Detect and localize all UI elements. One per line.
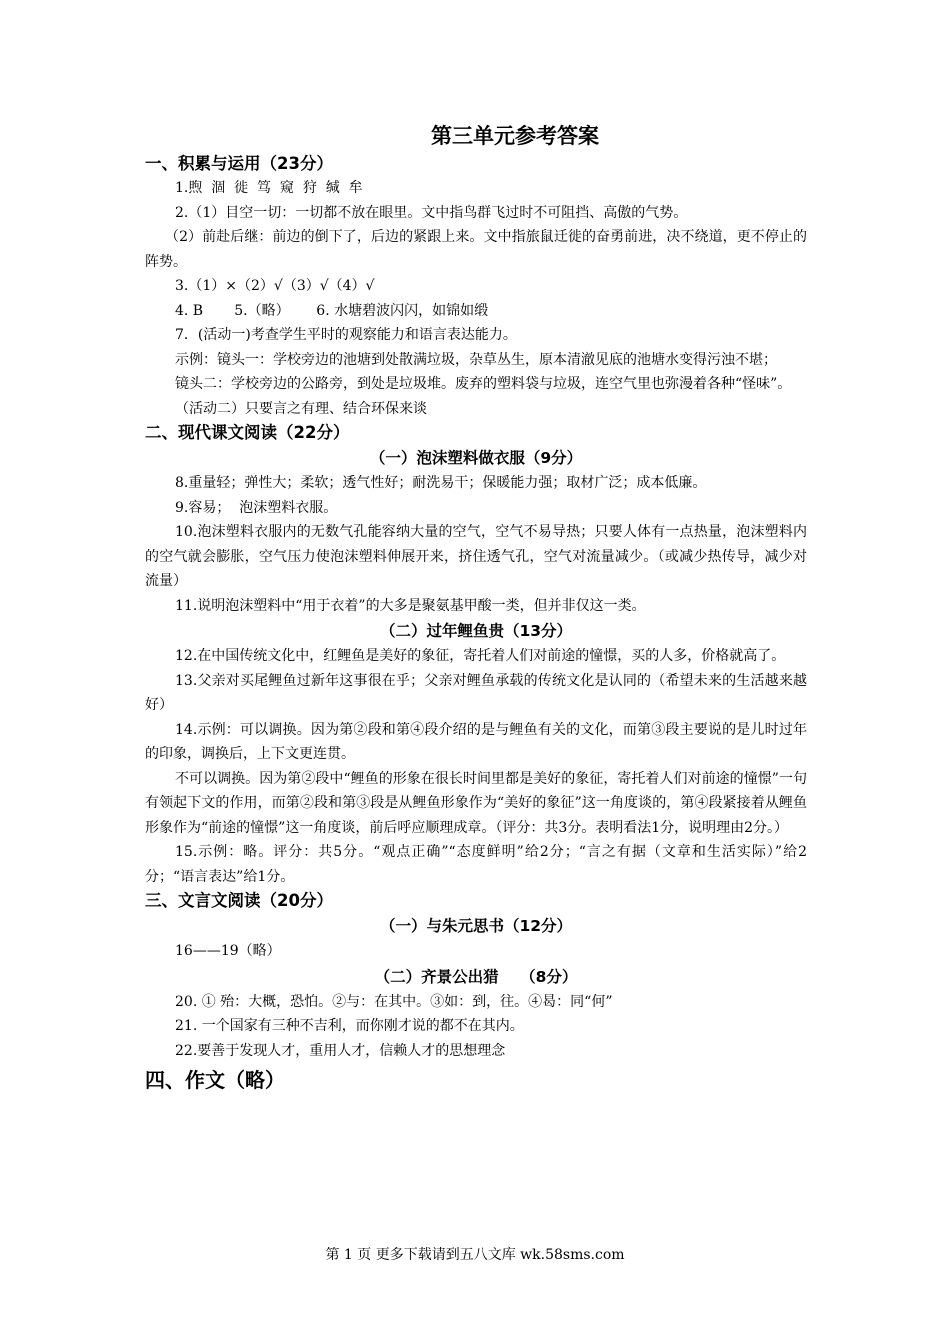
answer-8: 8.重量轻；弹性大；柔软；透气性好；耐洗易干；保暖能力强；取材广泛；成本低廉。: [175, 475, 707, 491]
answer-document: [145, 120, 807, 1097]
answer-13: 13.父亲对买尾鲤鱼过新年这事很在乎；父亲对鲤鱼承载的传统文化是认同的（希望未来的生活越来越好）: [145, 672, 807, 713]
answer-12: 12.在中国传统文化中，红鲤鱼是美好的象征，寄托着人们对前途的憧憬，买的人多，价格就高了。: [175, 648, 786, 664]
section-heading-1: 一、积累与运用（23分）: [145, 154, 333, 173]
answer-7-example-2: 镜头二：学校旁边的公路旁，到处是垃圾堆。废弃的塑料袋与垃圾，连空气里也弥漫着各种“怪味”。: [175, 376, 792, 392]
answer-7-activity-2: （活动二）只要言之有理、结合环保来谈: [175, 400, 427, 417]
answer-21: 21. 一个国家有三种不吉利，而你刚才说的都不在其内。: [175, 1018, 524, 1034]
subsection-heading-2-1: （一）泡沫塑料做衣服（9分）: [369, 449, 583, 467]
subsection-heading-3-2: （二）齐景公出猎 （8分）: [374, 967, 578, 986]
answer-14b: 不可以调换。因为第②段中“鲤鱼的形象在很长时间里都是美好的象征，寄托着人们对前途的憧憬”一句有领起下文的作用，而第②段和第③段是从鲤鱼形象作为“美好的象征”这一角度谈的，第④段紧接着从鲤鱼形象作为“前途的憧憬”这一角度谈，前后呼应顺理成章。（评分：共3分。表明看法1分，说明理由2分。）: [145, 770, 807, 836]
answer-22: 22.要善于发现人才，重用人才，信赖人才的思想理念: [175, 1042, 506, 1059]
answer-4-6: 4. B 5.（略） 6. 水塘碧波闪闪，如锦如缎: [175, 302, 489, 319]
answer-2b: （2）前赴后继：前边的倒下了，后边的紧跟上来。文中指旅鼠迁徙的奋勇前进，决不绕道，更不停止的阵势。: [145, 229, 807, 270]
answer-1: 1.煦 涸 徙 笃 窥 狩 缄 牟: [175, 180, 363, 196]
section-heading-2: 二、现代课文阅读（22分）: [145, 423, 350, 442]
page-title: 第三单元参考答案: [431, 124, 599, 148]
answer-3: 3.（1）×（2）√（3）√（4）√: [175, 278, 375, 294]
page-footer: 第 1 页 更多下载请到五八文库 wk.58sms.com: [325, 1247, 625, 1263]
answer-15: 15.示例：略。评分：共5分。“观点正确”“态度鲜明”给2分；“言之有据（文章和生活实际）”给2分；“语言表达”给1分。: [145, 844, 807, 885]
answer-11: 11.说明泡沫塑料中“用于衣着”的大多是聚氨基甲酸一类，但并非仅这一类。: [175, 597, 646, 614]
section-heading-3: 三、文言文阅读（20分）: [145, 891, 333, 910]
answer-9: 9.容易； 泡沫塑料衣服。: [175, 499, 338, 516]
answer-20: 20. ① 殆：大概，恐怕。②与：在其中。③如：到，往。④曷：同“何”: [175, 993, 613, 1010]
answer-7-example-1: 示例：镜头一：学校旁边的池塘到处散满垃圾，杂草丛生，原本清澈见底的池塘水变得污浊不堪；: [175, 351, 777, 368]
subsection-heading-2-2: （二）过年鲤鱼贵（13分）: [379, 622, 573, 640]
answer-7: 7．(活动一)考查学生平时的观察能力和语言表达能力。: [175, 327, 517, 343]
answer-16-19: 16——19（略）: [175, 943, 281, 959]
answer-10: 10.泡沫塑料衣服内的无数气孔能容纳大量的空气，空气不易导热；只要人体有一点热量，泡沫塑料内的空气就会膨胀，空气压力使泡沫塑料伸展开来，挤住透气孔，空气对流量减少。（或减少热传导，减少对流量）: [145, 524, 807, 589]
answer-14: 14.示例：可以调换。因为第②段和第④段介绍的是与鲤鱼有关的文化，而第③段主要说的是儿时过年的印象，调换后，上下文更连贯。: [145, 721, 807, 762]
section-heading-4: 四、作文（略）: [145, 1068, 285, 1092]
answer-2: 2.（1）目空一切：一切都不放在眼里。文中指鸟群飞过时不可阻挡、高傲的气势。: [175, 204, 688, 221]
subsection-heading-3-1: （一）与朱元思书（12分）: [379, 917, 573, 935]
